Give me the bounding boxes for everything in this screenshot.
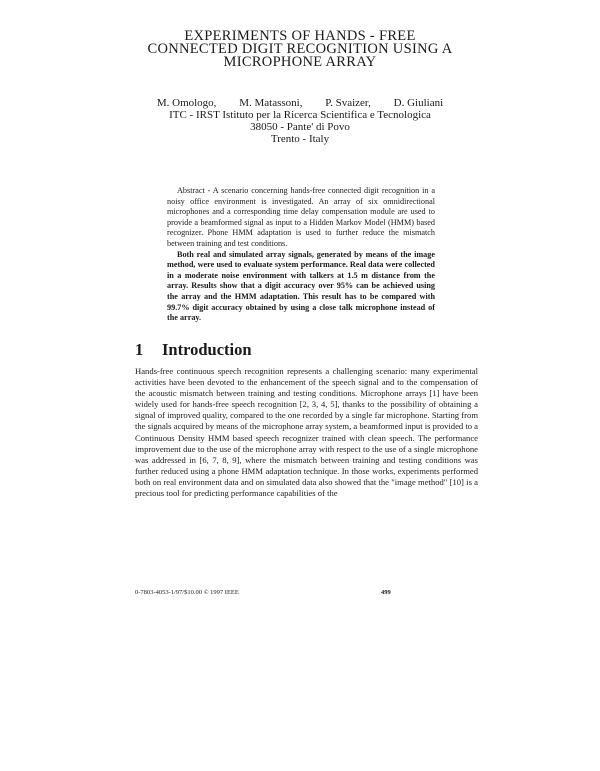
abstract-paragraph: Abstract - A scenario concerning hands-free connected digit recognition in a noisy office environment is investigated. An array of six omnidirectional microphones and a corresponding time delay compensation module are used to provide a beamformed signal as input to a Hidden Markov Model (HMM) based recognizer. Phone HMM adaptation is used to further reduce the mismatch between training and test conditions. [167,186,435,248]
author-name: P. Svaizer, [325,97,371,109]
title-line-2: CONNECTED DIGIT RECOGNITION USING A [147,41,453,57]
author-names [100,97,500,109]
author-affiliation: ITC - IRST Istituto per la Ricerca Scientifica e Tecnologica [169,109,431,121]
author-name: D. Giuliani [393,97,444,109]
title-line-3: MICROPHONE ARRAY [223,54,377,70]
paper-title [100,30,500,69]
abstract [167,186,435,324]
body-paragraph: Hands-free continuous speech recognition represents a challenging scenario: many experimental activities have been devoted to the enhancement of the speech signal and to the compensation of the acoustic mismatch between training and testing conditions. Microphone arrays [1] have been widely used for hands-free speech recognition [2, 3, 4, 5], thanks to the possibility of obtaining a signal of improved quality, compared to the one recorded by a single far microphone. Starting from the signals acquired by means of the microphone array system, a beamformed input is provided to a Continuous Density HMM based speech recognizer trained with clean speech. The performance improvement due to the use of the microphone array with respect to the use of a single microphone was addressed in [6, 7, 8, 9], where the mismatch between training and testing conditions was further reduced using a phone HMM adaptation technique. In those works, experiments performed both on real environment data and on simulated data also showed that the "image method" [10] is a precious tool for predicting performance capabilities of the [135,366,478,499]
section-title: Introduction [162,340,252,359]
author-name: M. Matassoni, [239,97,303,109]
title-line-1: EXPERIMENTS OF HANDS - FREE [184,28,416,44]
author-block [100,97,500,145]
section-number: 1 [135,340,144,359]
body-text [135,366,478,499]
abstract-paragraph: Both real and simulated array signals, generated by means of the image method, were used to evaluate system performance. Real data were collected in a moderate noise environment with talkers at 1.5 m distance from the array. Results show that a digit accuracy over 95% can be achieved using the array and the HMM adaptation. This result has to be compared with 99.7% digit accuracy obtained by using a close talk microphone instead of the array. [167,249,435,323]
copyright-notice: 0-7803-4053-1/97/$10.00 © 1997 IEEE [135,589,239,596]
author-city: Trento - Italy [270,133,330,145]
author-name: M. Omologo, [156,97,217,109]
author-postal: 38050 - Pante' di Povo [250,121,350,133]
page-number: 499 [381,589,391,596]
section-heading [135,340,475,360]
